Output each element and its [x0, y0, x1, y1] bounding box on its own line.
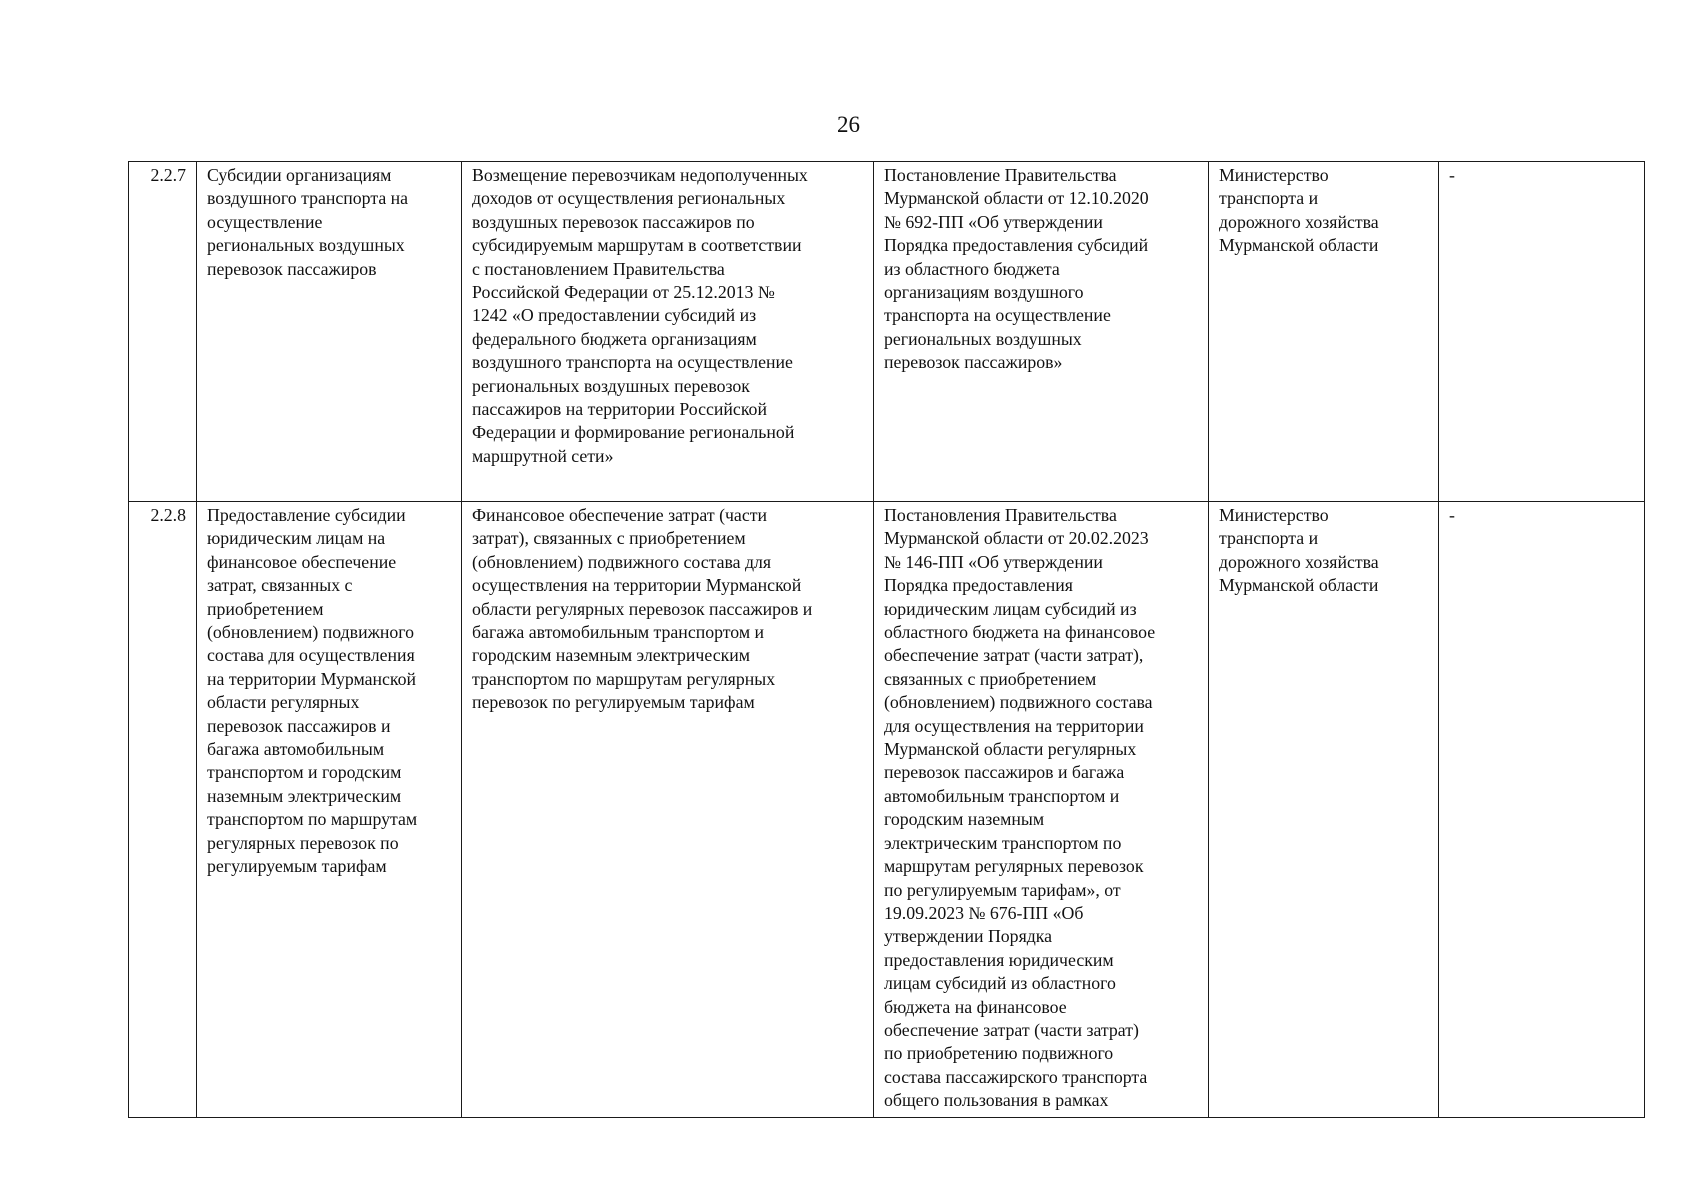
measures-table — [128, 161, 1645, 1118]
legal-act-cell: Постановление Правительства Мурманской области от 12.10.2020 № 692-ПП «Об утверждении Порядка предоставления субсидий из областного бюджета организациям воздушного транспорта на осуществление региональных воздушных перевозок пассажиров» — [874, 162, 1209, 502]
table-row — [129, 162, 1645, 502]
measure-name-cell: Предоставление субсидии юридическим лицам на финансовое обеспечение затрат, связанных с приобретением (обновлением) подвижного состава для осуществления на территории Мурманской области регулярных перевозок пассажиров и багажа автомобильным транспортом и городским наземным электрическим транспортом по маршрутам регулярных перевозок по регулируемым тарифам — [197, 502, 462, 1118]
executor-cell: Министерство транспорта и дорожного хозяйства Мурманской области — [1209, 502, 1439, 1118]
measure-name-cell: Субсидии организациям воздушного транспорта на осуществление региональных воздушных перевозок пассажиров — [197, 162, 462, 502]
table-row — [129, 502, 1645, 1118]
row-number: 2.2.7 — [129, 162, 197, 502]
note-cell: - — [1439, 502, 1645, 1118]
page-number: 26 — [837, 112, 860, 137]
description-cell: Финансовое обеспечение затрат (части затрат), связанных с приобретением (обновлением) подвижного состава для осуществления на территории Мурманской области регулярных перевозок пассажиров и багажа автомобильным транспортом и городским наземным электрическим транспортом по маршрутам регулярных перевозок по регулируемым тарифам — [462, 502, 874, 1118]
legal-act-cell: Постановления Правительства Мурманской области от 20.02.2023 № 146-ПП «Об утверждении Порядка предоставления юридическим лицам субсидий из областного бюджета на финансовое обеспечение затрат (части затрат), связанных с приобретением (обновлением) подвижного состава для осуществления на территории Мурманской области регулярных перевозок пассажиров и багажа автомобильным транспортом и городским наземным электрическим транспортом по маршрутам регулярных перевозок по регулируемым тарифам», от 19.09.2023 № 676-ПП «Об утверждении Порядка предоставления юридическим лицам субсидий из областного бюджета на финансовое обеспечение затрат (части затрат) по приобретению подвижного состава пассажирского транспорта общего пользования в рамках — [874, 502, 1209, 1118]
row-number: 2.2.8 — [129, 502, 197, 1118]
note-cell: - — [1439, 162, 1645, 502]
executor-cell: Министерство транспорта и дорожного хозяйства Мурманской области — [1209, 162, 1439, 502]
description-cell: Возмещение перевозчикам недополученных доходов от осуществления региональных воздушных перевозок пассажиров по субсидируемым маршрутам в соответствии с постановлением Правительства Российской Федерации от 25.12.2013 № 1242 «О предоставлении субсидий из федерального бюджета организациям воздушного транспорта на осуществление региональных воздушных перевозок пассажиров на территории Российской Федерации и формирование региональной маршрутной сети» — [462, 162, 874, 502]
